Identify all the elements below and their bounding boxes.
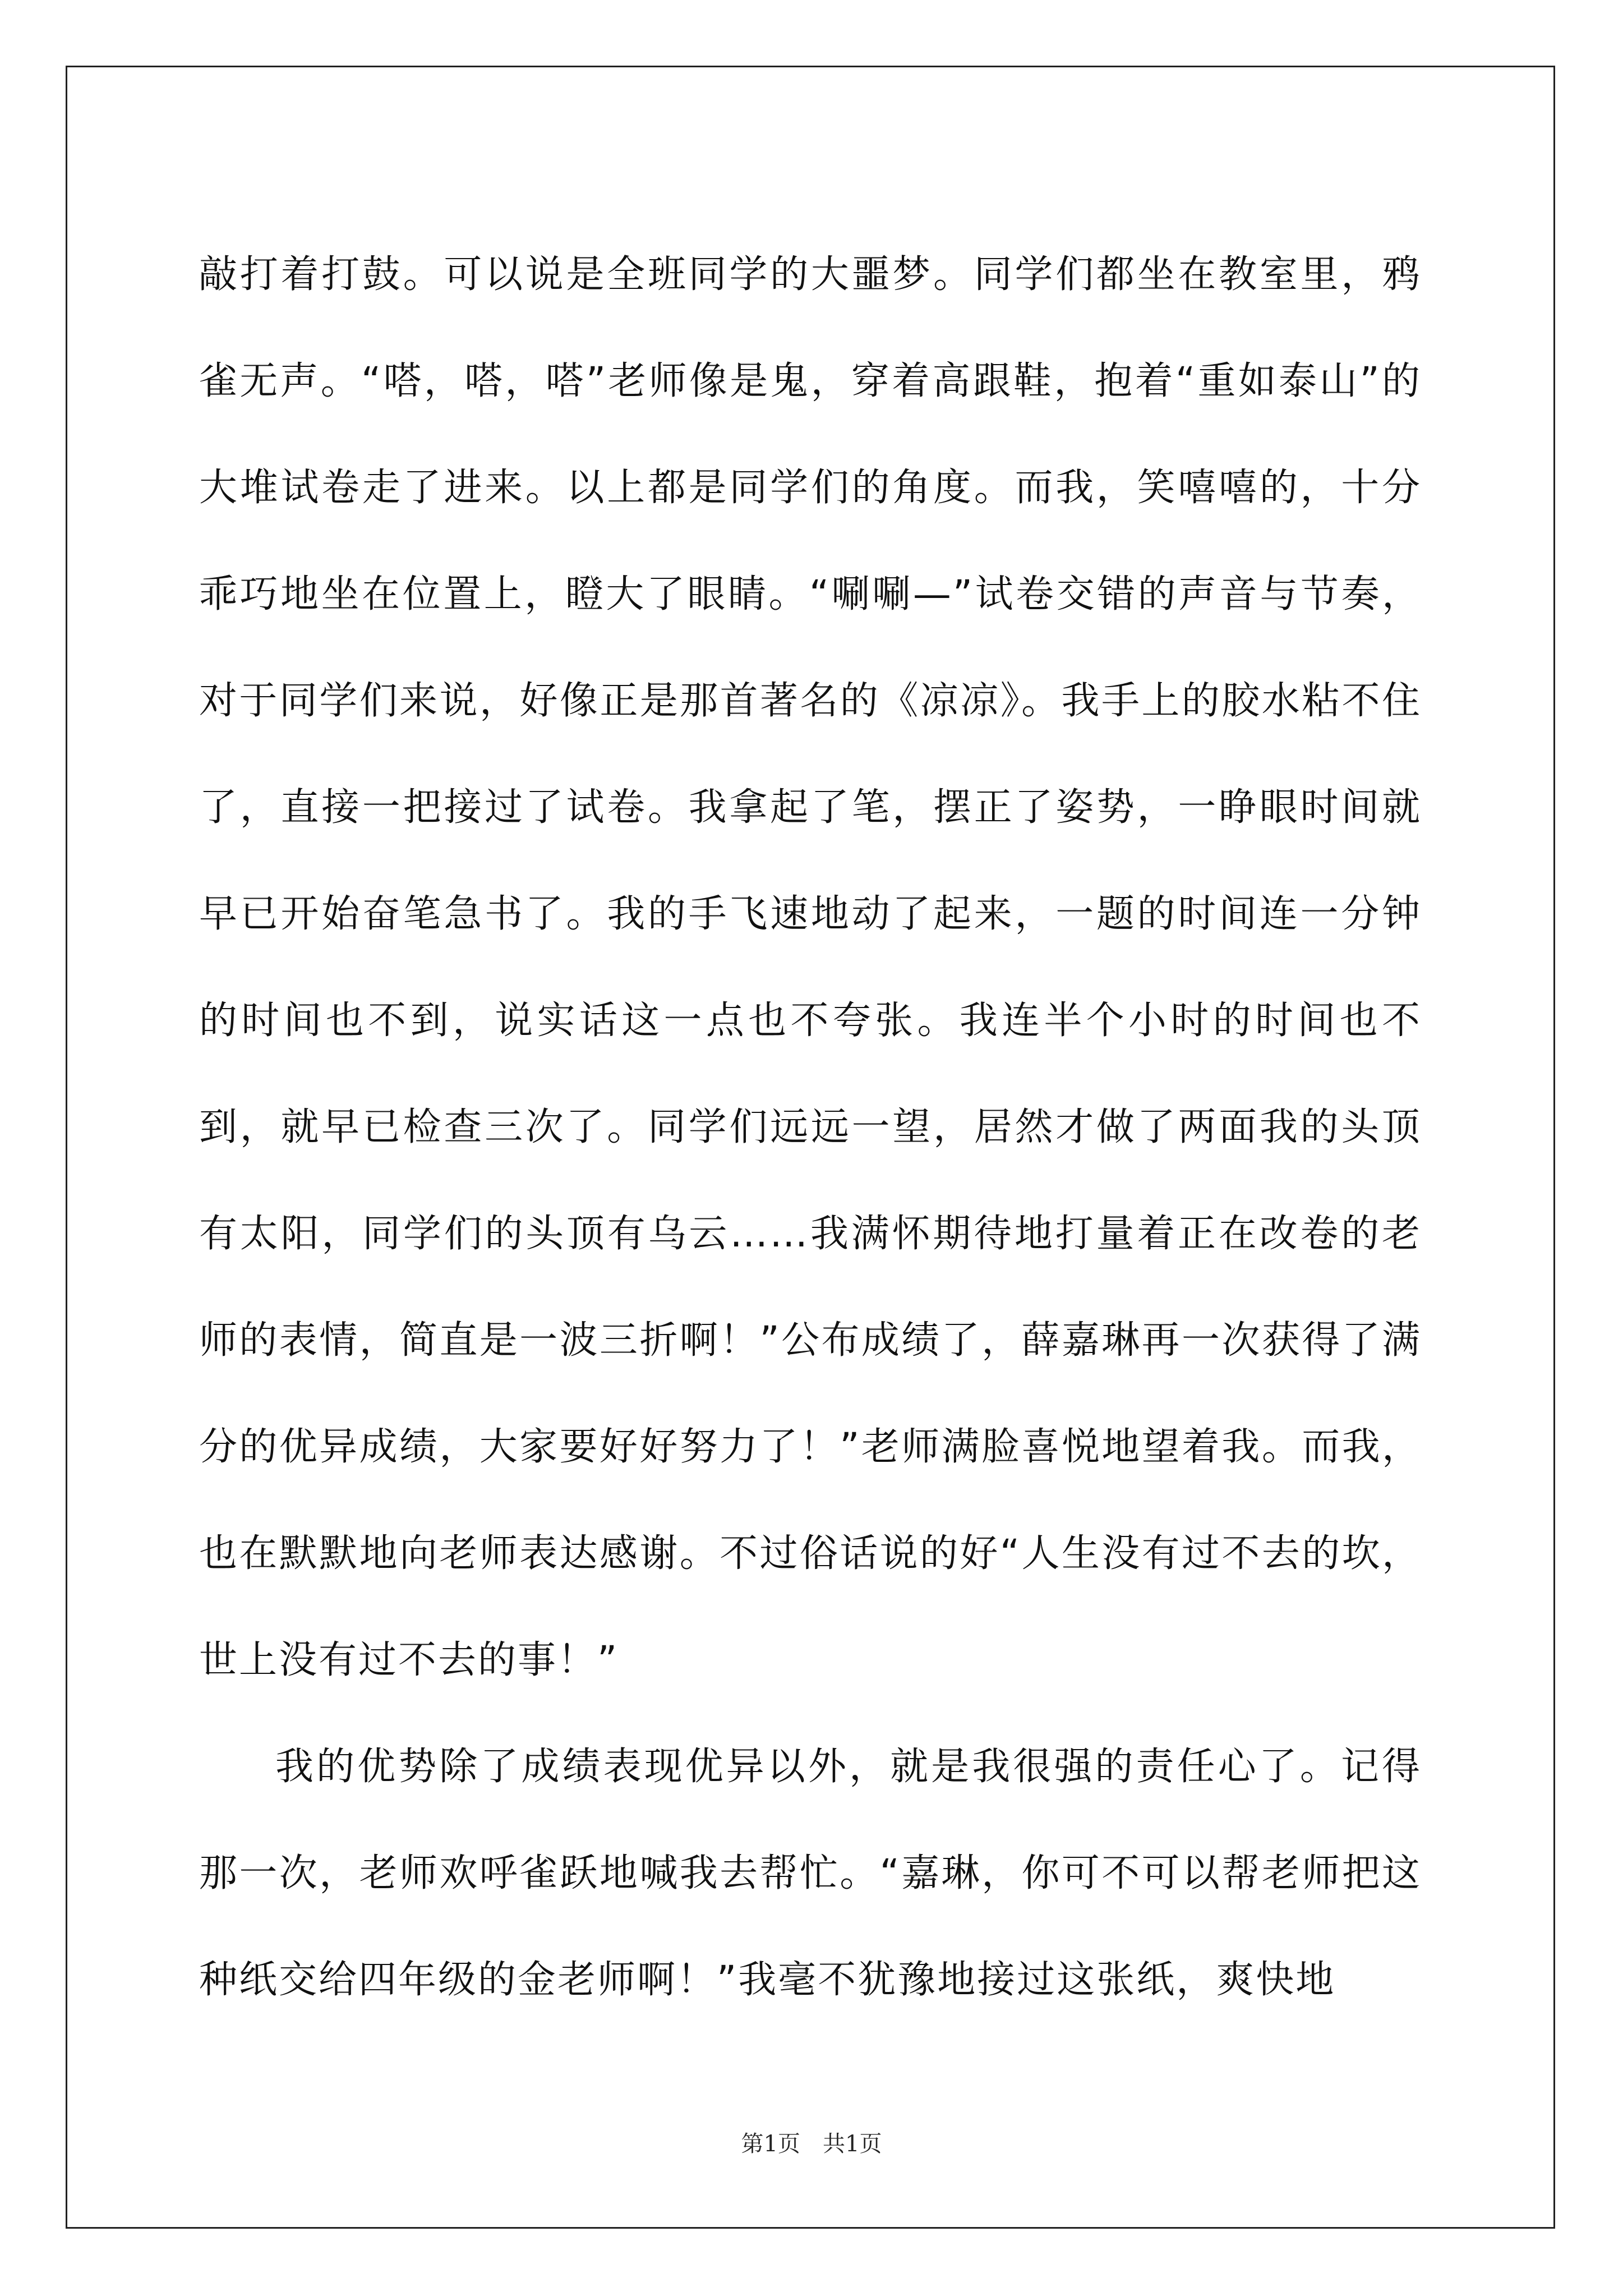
paragraph-1: 敲打着打鼓。可以说是全班同学的大噩梦。同学们都坐在教室里，鸦雀无声。“嗒，嗒，嗒”老师像是鬼，穿着高跟鞋，抱着“重如泰山”的大堆试卷走了进来。以上都是同学们的角度。而我，笑嘻嘻的，十分乖巧地坐在位置上，瞪大了眼睛。“唰唰—”试卷交错的声音与节奏，对于同学们来说，好像正是那首著名的《凉凉》。我手上的胶水粘不住了，直接一把接过了试卷。我拿起了笔，摆正了姿势，一睁眼时间就早已开始奋笔急书了。我的手飞速地动了起来，一题的时间连一分钟的时间也不到，说实话这一点也不夸张。我连半个小时的时间也不到，就早已检查三次了。同学们远远一望，居然才做了两面我的头顶有太阳，同学们的头顶有乌云……我满怀期待地打量着正在改卷的老师的表情，简直是一波三折啊！”公布成绩了，薛嘉琳再一次获得了满分的优异成绩，大家要好好努力了！”老师满脸喜悦地望着我。而我，也在默默地向老师表达感谢。不过俗话说的好“人生没有过不去的坎，世上没有过不去的事！”: [199, 252, 1422, 1682]
page-number-footer: 第1页 共1页: [741, 2131, 882, 2157]
body-text: [199, 222, 1422, 2033]
paragraph-2: 我的优势除了成绩表现优异以外，就是我很强的责任心了。记得那一次，老师欢呼雀跃地喊我去帮忙。“嘉琳，你可不可以帮老师把这种纸交给四年级的金老师啊！”我毫不犹豫地接过这张纸，爽快地: [199, 1745, 1422, 2002]
